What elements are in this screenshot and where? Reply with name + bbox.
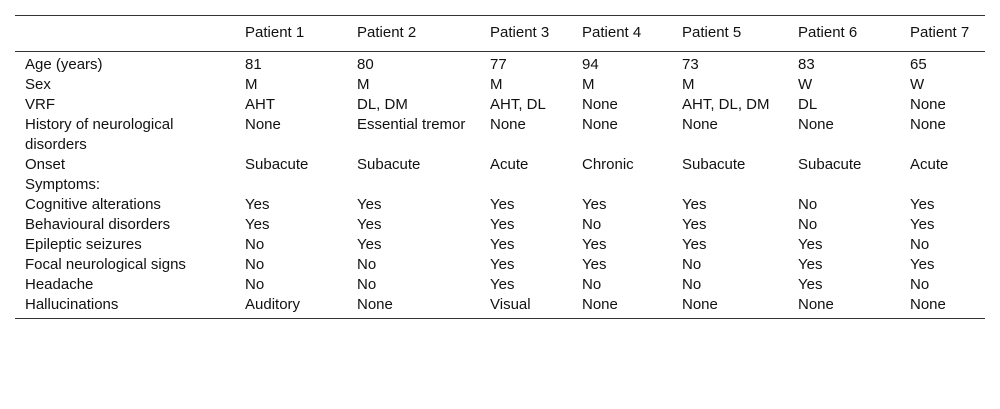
table-cell: No [245,236,265,253]
table-row [15,75,985,95]
table-row [15,115,985,155]
table-cell: No [798,216,818,233]
table-cell: Acute [910,156,949,173]
table-cell: Yes [357,196,382,213]
header-patient-7: Patient 7 [900,16,985,52]
table-cell: None [490,116,526,133]
table-cell: AHT [245,96,275,113]
table-row [15,52,985,76]
table-cell: None [798,116,834,133]
table-row [15,295,985,319]
table-cell: Yes [357,216,382,233]
table-cell: M [245,76,258,93]
table-cell: Subacute [357,156,421,173]
table-cell: M [582,76,595,93]
table-cell: No [357,276,377,293]
table-cell: Yes [490,236,515,253]
table-cell: M [357,76,370,93]
table-cell: Yes [490,216,515,233]
table-cell: Yes [682,236,707,253]
table-cell: Yes [582,196,607,213]
table-row [15,235,985,255]
table-cell: No [798,196,818,213]
table-cell [672,175,788,195]
table-cell: No [682,276,702,293]
row-label: Focal neurological signs [25,256,186,273]
table-cell [347,175,480,195]
table-cell: AHT, DL [490,96,546,113]
table-cell: None [245,116,281,133]
table-cell: None [572,295,672,319]
row-label: Behavioural disorders [25,216,171,233]
table-cell: DL [798,96,818,113]
table-row [15,155,985,175]
table-cell: None [582,96,618,113]
table-cell [572,175,672,195]
table-cell: No [245,256,265,273]
table-cell: Yes [490,276,515,293]
table-cell: Yes [490,196,515,213]
table-cell: 77 [490,56,507,73]
table-cell: Yes [798,276,823,293]
table-cell: No [582,216,602,233]
table-row [15,195,985,215]
table-cell: No [910,236,930,253]
header-patient-5: Patient 5 [672,16,788,52]
table-cell: 83 [798,56,815,73]
table-cell: W [798,76,813,93]
table-cell: Essential tremor [357,116,466,133]
row-label: VRF [25,96,55,113]
table-row [15,215,985,235]
table-cell: No [245,276,265,293]
row-label: History of neurological disorders [25,116,174,153]
table-cell: 65 [910,56,927,73]
row-label: Age (years) [25,56,103,73]
clinical-table [15,15,985,319]
table-cell: Yes [910,196,935,213]
table-body [15,52,985,319]
table-row [15,255,985,275]
header-patient-6: Patient 6 [788,16,900,52]
table-cell: None [910,116,946,133]
row-label: Hallucinations [15,295,235,319]
table-cell: Yes [582,236,607,253]
table-row [15,275,985,295]
header-patient-3: Patient 3 [480,16,572,52]
table-cell: Subacute [245,156,309,173]
table-cell: M [682,76,695,93]
table-cell: W [910,76,925,93]
table-cell: Auditory [235,295,347,319]
table-cell: None [910,96,946,113]
row-label: Sex [25,76,51,93]
table-cell: Subacute [798,156,862,173]
table-cell: M [490,76,503,93]
table-cell: None [672,295,788,319]
table-cell [900,175,985,195]
row-label: Epileptic seizures [25,236,142,253]
table-cell: 81 [245,56,262,73]
table-row [15,175,985,195]
table-cell: None [347,295,480,319]
row-label: Headache [25,276,94,293]
table-cell: None [900,295,985,319]
table-header-row [15,16,985,52]
table-cell: None [582,116,618,133]
table-cell: Yes [910,216,935,233]
table-cell: No [357,256,377,273]
table-row [15,95,985,115]
table-cell: Yes [582,256,607,273]
table-cell: Yes [798,256,823,273]
table-cell: Yes [245,216,270,233]
table-cell: Yes [490,256,515,273]
row-label: Onset [25,156,66,173]
table-cell: No [910,276,930,293]
table-cell: Subacute [682,156,746,173]
table-cell: No [682,256,702,273]
table-cell: None [788,295,900,319]
header-patient-2: Patient 2 [347,16,480,52]
table-cell: Yes [910,256,935,273]
table-cell: No [582,276,602,293]
table-cell: Yes [798,236,823,253]
table-cell: 73 [682,56,699,73]
table-cell: None [682,116,718,133]
header-patient-1: Patient 1 [235,16,347,52]
table-cell: Yes [682,216,707,233]
header-corner [15,16,235,52]
table-cell: Yes [357,236,382,253]
table-cell: Yes [245,196,270,213]
header-patient-4: Patient 4 [572,16,672,52]
table-cell: Visual [480,295,572,319]
row-label: Symptoms: [25,176,101,193]
table-cell: Acute [490,156,529,173]
row-label: Cognitive alterations [25,196,161,213]
table-cell: 80 [357,56,374,73]
table-cell: AHT, DL, DM [682,96,770,113]
table-cell [235,175,347,195]
table-cell: Yes [682,196,707,213]
table-cell [788,175,900,195]
table-cell: DL, DM [357,96,408,113]
table-cell: Chronic [582,156,634,173]
table-cell: 94 [582,56,599,73]
table-cell [480,175,572,195]
